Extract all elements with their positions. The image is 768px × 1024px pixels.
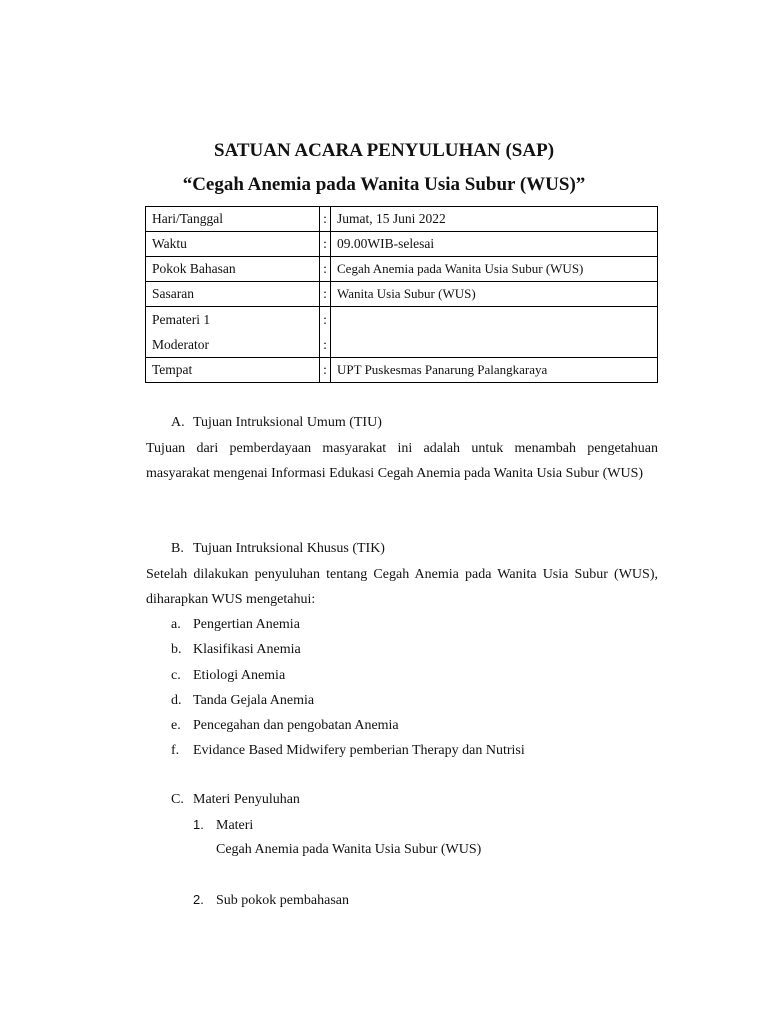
row-value: UPT Puskesmas Panarung Palangkaraya — [331, 358, 658, 383]
subsection-1 — [193, 817, 253, 834]
list-item — [171, 612, 525, 637]
row-label: Sasaran — [146, 282, 320, 307]
table-row — [146, 207, 658, 232]
row-separator — [320, 307, 331, 358]
table-row — [146, 282, 658, 307]
section-b-paragraph: Setelah dilakukan penyuluhan tentang Cegah Anemia pada Wanita Usia Subur (WUS), diharapkan WUS mengetahui: — [146, 567, 658, 607]
section-letter: A. — [171, 415, 185, 430]
row-separator: : — [320, 232, 331, 257]
table-row — [146, 232, 658, 257]
pemateri-label: Pemateri 1 — [152, 312, 211, 327]
list-item — [171, 738, 525, 763]
section-letter: C. — [171, 792, 184, 807]
row-separator: : — [320, 358, 331, 383]
item-text: Pengertian Anemia — [193, 617, 300, 632]
info-table — [145, 206, 658, 383]
section-title: Tujuan Intruksional Umum (TIU) — [193, 415, 382, 430]
row-separator: : — [320, 257, 331, 282]
row-value — [331, 307, 658, 358]
item-letter: b. — [171, 642, 182, 658]
row-value: 09.00WIB-selesai — [331, 232, 658, 257]
item-text: Evidance Based Midwifery pemberian Therapy dan Nutrisi — [193, 743, 525, 759]
section-letter: B. — [171, 541, 184, 556]
section-title: Materi Penyuluhan — [193, 792, 300, 807]
document-subtitle: “Cegah Anemia pada Wanita Usia Subur (WUS)” — [182, 174, 586, 195]
item-letter: f. — [171, 743, 180, 759]
item-letter: c. — [171, 667, 181, 683]
moderator-label: Moderator — [152, 337, 209, 352]
item-text: Tanda Gejala Anemia — [193, 692, 315, 708]
row-separator: : — [320, 207, 331, 232]
item-text: Klasifikasi Anemia — [193, 642, 301, 658]
subsection-number: 1. — [193, 817, 204, 832]
row-label — [146, 307, 320, 358]
row-value: Wanita Usia Subur (WUS) — [331, 282, 658, 307]
separator-1: : — [323, 312, 327, 327]
section-b-heading — [171, 541, 385, 557]
section-title: Tujuan Intruksional Khusus (TIK) — [193, 541, 385, 556]
document-title: SATUAN ACARA PENYULUHAN (SAP) — [213, 140, 555, 161]
item-letter: e. — [171, 718, 181, 734]
subsection-title: Materi — [216, 818, 254, 833]
row-label: Tempat — [146, 358, 320, 383]
row-label: Hari/Tanggal — [146, 207, 320, 232]
list-item — [171, 663, 525, 688]
row-label: Waktu — [146, 232, 320, 257]
row-label: Pokok Bahasan — [146, 257, 320, 282]
list-item — [171, 713, 525, 738]
table-row — [146, 257, 658, 282]
table-row — [146, 307, 658, 358]
list-item — [171, 637, 525, 662]
tik-list — [171, 612, 525, 764]
table-row — [146, 358, 658, 383]
separator-2: : — [323, 337, 327, 352]
subsection-number: 2. — [193, 892, 204, 907]
item-text: Etiologi Anemia — [193, 667, 286, 683]
item-letter: a. — [171, 617, 181, 632]
row-value: Jumat, 15 Juni 2022 — [331, 207, 658, 232]
row-separator: : — [320, 282, 331, 307]
section-a-paragraph: Tujuan dari pemberdayaan masyarakat ini adalah untuk menambah pengetahuan masyarakat mengenai Informasi Edukasi Cegah Anemia pada Wanita Usia Subur (WUS) — [146, 441, 658, 481]
row-value: Cegah Anemia pada Wanita Usia Subur (WUS) — [331, 257, 658, 282]
section-c-heading — [171, 792, 300, 808]
list-item — [171, 688, 525, 713]
item-letter: d. — [171, 692, 182, 708]
section-a-heading — [171, 415, 382, 431]
subsection-2 — [193, 892, 349, 909]
item-text: Pencegahan dan pengobatan Anemia — [193, 718, 399, 734]
subsection-1-text: Cegah Anemia pada Wanita Usia Subur (WUS) — [216, 842, 482, 857]
subsection-title: Sub pokok pembahasan — [216, 893, 349, 908]
